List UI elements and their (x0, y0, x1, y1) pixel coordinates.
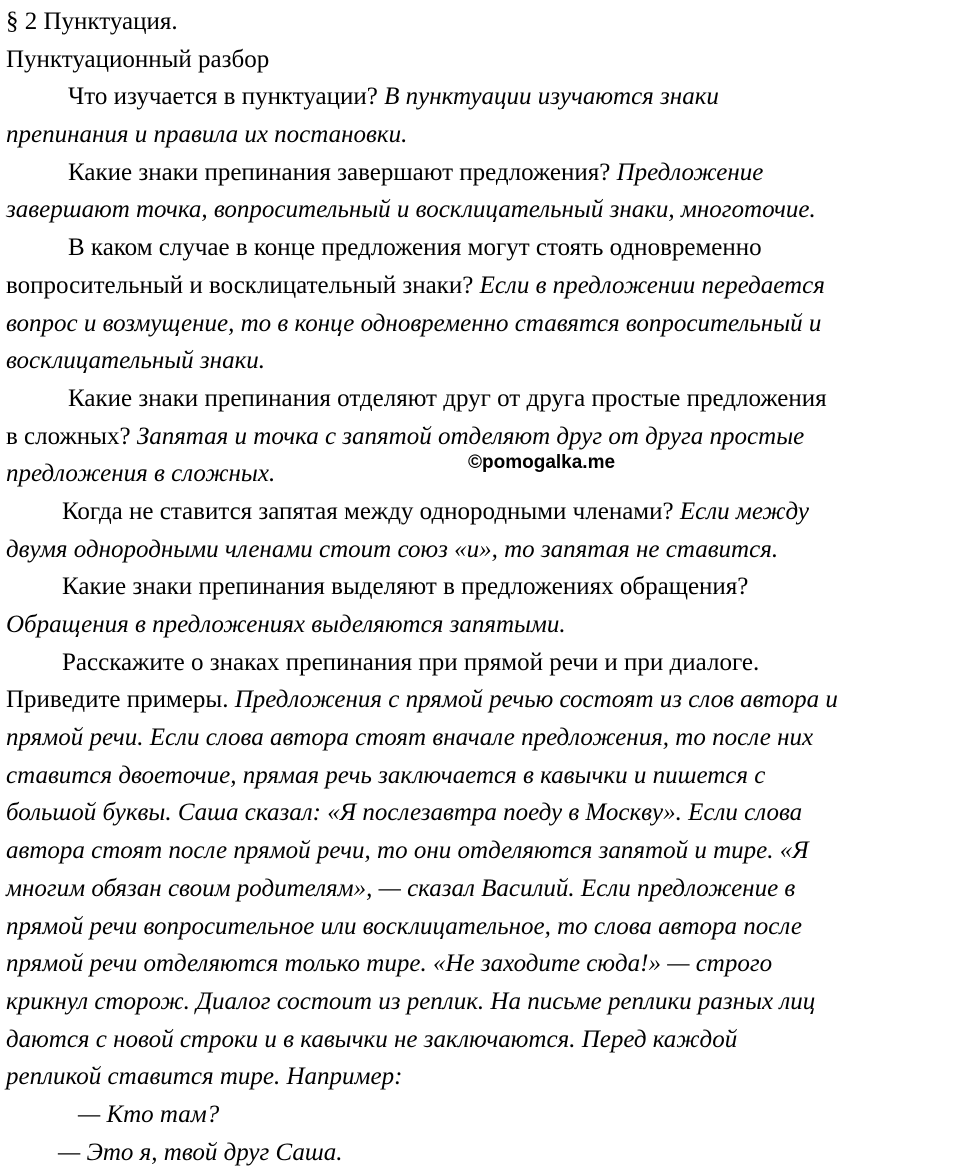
answer-7-text: многим обязан своим родителям», — сказал Василий. Если предложение в (6, 874, 796, 902)
answer-7-text: даются с новой строки и в кавычки не заключаются. Перед каждой (6, 1025, 738, 1053)
question-1: Что изучается в пунктуации? (68, 83, 378, 111)
answer-7-part-1: Предложения с прямой речью состоят из слов автора и (234, 686, 838, 714)
question-7-part-2: Приведите примеры. (6, 686, 229, 714)
qa-item-3-line-2 (6, 267, 956, 305)
dialog-line-2 (6, 1134, 956, 1172)
answer-2-part-1: Предложение (616, 158, 764, 186)
answer-7-line (6, 757, 956, 795)
qa-item-3-line-1 (6, 229, 956, 267)
qa-item-2-line-2 (6, 191, 956, 229)
answer-7-line (6, 945, 956, 983)
answer-7-line (6, 794, 956, 832)
answer-7-line (6, 870, 956, 908)
answer-7-line (6, 983, 956, 1021)
answer-6: Обращения в предложениях выделяются запятыми. (6, 611, 566, 638)
question-2: Какие знаки препинания завершают предложения? (68, 158, 611, 186)
answer-5-part-1: Если между (679, 497, 809, 525)
answer-7-text: большой буквы. Саша сказал: «Я послезавтра поеду в Москву». Если слова (6, 799, 803, 827)
answer-4-part-1: Запятая и точка с запятой отделяют друг от друга простые (136, 422, 805, 450)
qa-item-7-line-2 (6, 681, 956, 719)
answer-7-text: репликой ставится тире. Например: (6, 1063, 403, 1091)
answer-7-text: прямой речи отделяются только тире. «Не заходите сюда!» — строго (6, 950, 773, 978)
answer-7-line (6, 719, 956, 757)
section-title: § 2 Пунктуация. (6, 8, 178, 35)
answer-7-text: ставится двоеточие, прямая речь заключается в кавычки и пишется с (6, 761, 766, 789)
qa-item-5-line-2 (6, 531, 956, 569)
qa-item-6-line-1 (6, 568, 956, 606)
answer-3-part-1: Если в предложении передается (479, 271, 825, 299)
qa-item-5-line-1 (6, 493, 956, 531)
qa-item-3-line-3 (6, 305, 956, 343)
question-3-part-1: В каком случае в конце предложения могут стоять одновременно (68, 234, 762, 262)
question-4-part-1: Какие знаки препинания отделяют друг от друга простые предложения (68, 384, 827, 412)
answer-7-line (6, 1058, 956, 1096)
question-3-part-2: вопросительный и восклицательный знаки? (6, 271, 474, 299)
answer-3-part-2: вопрос и возмущение, то в конце одновременно ставятся вопросительный и (6, 309, 822, 337)
answer-7-text: автора стоят после прямой речи, то они отделяются запятой и тире. «Я (6, 837, 809, 865)
document-page (6, 3, 956, 1171)
qa-item-6-line-2 (6, 606, 956, 644)
question-4-part-2: в сложных? (6, 422, 131, 450)
answer-7-text: прямой речи вопросительное или восклицательное, то слова автора после (6, 912, 802, 940)
answer-4-part-2: предложения в сложных. (6, 460, 276, 488)
qa-item-1-line-1 (6, 78, 956, 116)
answer-7-line (6, 908, 956, 946)
qa-item-2-line-1 (6, 154, 956, 192)
answer-7-line (6, 832, 956, 870)
qa-item-4-line-2 (6, 418, 956, 456)
question-7-part-1: Расскажите о знаках препинания при прямой речи и при диалоге. (62, 648, 760, 676)
answer-7-text: крикнул сторож. Диалог состоит из реплик. На письме реплики разных лиц (6, 987, 816, 1015)
watermark-text: ©pomogalka.me (468, 452, 616, 473)
qa-item-4-line-1 (6, 380, 956, 418)
qa-item-1-line-2 (6, 116, 956, 154)
section-subtitle: Пунктуационный разбор (6, 45, 270, 73)
answer-2-part-2: завершают точка, вопросительный и восклицательный знаки, многоточие. (6, 196, 816, 224)
answer-1-part-2: препинания и правила их постановки. (6, 121, 408, 149)
answer-7-line (6, 1021, 956, 1059)
question-5: Когда не ставится запятая между однородными членами? (62, 497, 674, 525)
answer-5-part-2: двумя однородными членами стоит союз «и», то запятая не ставится. (6, 535, 779, 563)
qa-item-3-line-4 (6, 342, 956, 380)
dialog-line-1 (6, 1096, 956, 1134)
answer-7-text: прямой речи. Если слова автора стоят вначале предложения, то после них (6, 724, 814, 752)
question-6: Какие знаки препинания выделяют в предложениях обращения? (62, 573, 749, 601)
dialog-reply: — Кто там? (78, 1100, 220, 1128)
answer-3-part-3: восклицательный знаки. (6, 347, 266, 375)
dialog-reply: — Это я, твой друг Саша. (58, 1138, 343, 1166)
answer-1-part-1: В пунктуации изучаются знаки (384, 83, 719, 111)
qa-item-7-line-1 (6, 644, 956, 682)
